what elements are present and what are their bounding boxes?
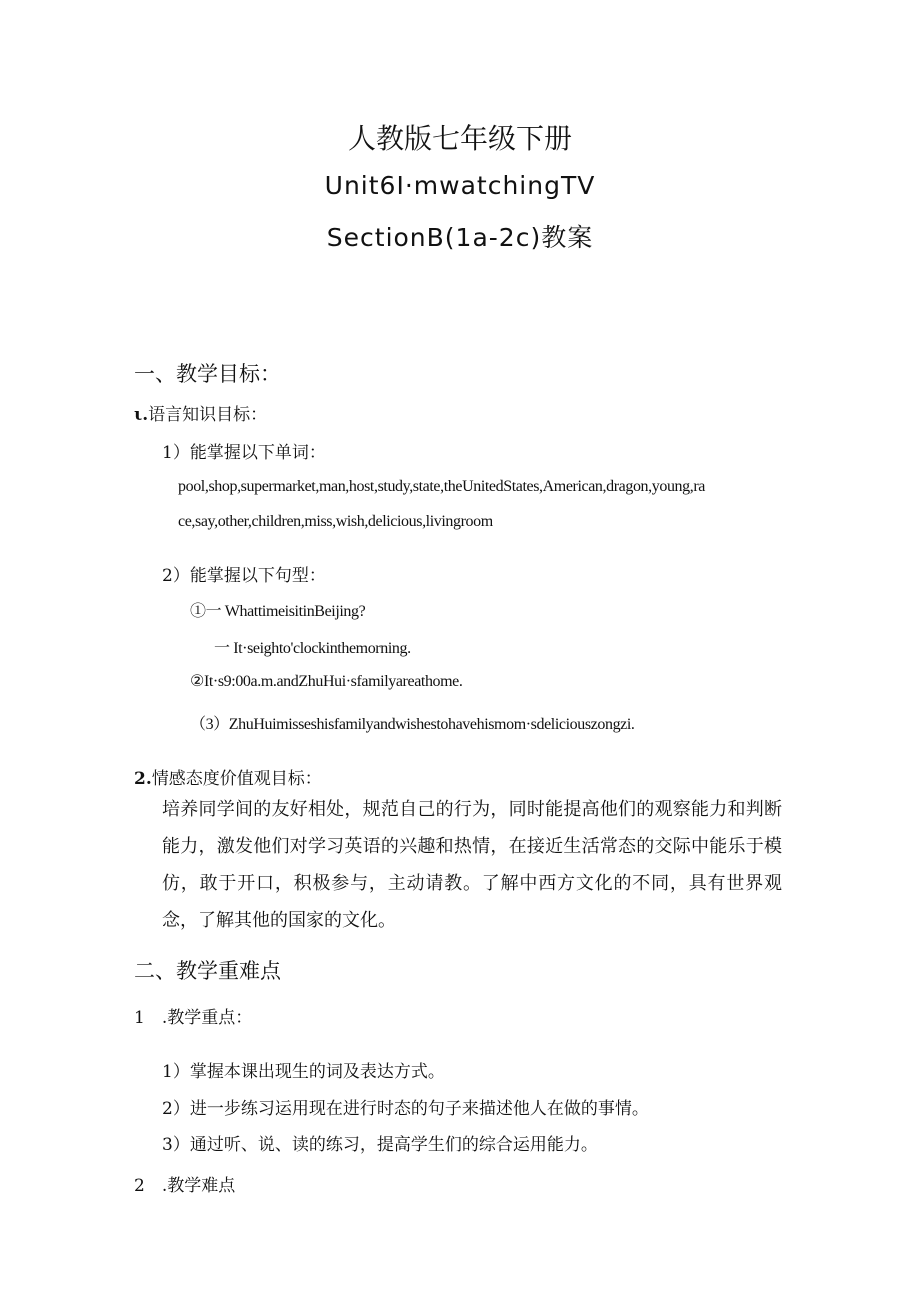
vocabulary-line-2: ce,say,other,children,miss,wish,delicious,livingroom [178,513,493,530]
heading-key-difficult-points: 二、教学重难点 [134,959,281,983]
doc-title: 人教版七年级下册 [347,122,572,155]
sentence-3: （3）ZhuHuimisseshisfamilyandwishestohavehismom·sdeliciouszongzi. [190,716,635,733]
sentence-2: ②It·s9:00a.m.andZhuHui·sfamilyareathome. [190,673,463,690]
marker: 2. [134,769,152,789]
heading-teaching-goals: 一、教学目标： [134,362,281,386]
sentence-1-question: ①一 WhattimeisitinBeijing? [190,603,366,620]
marker: ι. [134,405,149,425]
emotion-values-paragraph: 培养同学间的友好相处，规范自己的行为，同时能提高他们的观察能力和判断能力，激发他们对学习英语的兴趣和热情，在接近生活常态的交际中能乐于模仿，敢于开口，积极参与，主动请教。了解中西方文化的不同，具有世界观念，了解其他的国家的文化。 [162,799,782,931]
section-title: SectionB(1a-2c)教案 [326,223,594,252]
subheading-key-points: 1 .教学重点： [134,1008,253,1028]
label: 语言知识目标： [148,405,268,425]
sentence-1-answer: 一 It·seighto'clockinthemorning. [214,640,411,657]
subheading-difficult-points: 2 .教学难点 [134,1176,236,1196]
label: 情感态度价值观目标： [151,769,322,789]
subheading-language-knowledge [134,400,267,425]
vocabulary-line-1: pool,shop,supermarket,man,host,study,state,theUnitedStates,American,dragon,young,ra [178,478,705,495]
item-sentences-label: 2）能掌握以下句型： [162,566,326,586]
item-vocabulary-label: 1）能掌握以下单词： [162,443,326,463]
key-point-item: 3）通过听、说、读的练习，提高学生们的综合运用能力。 [162,1135,598,1155]
key-point-item: 1）掌握本课出现生的词及表达方式。 [162,1062,445,1082]
key-point-item: 2）进一步练习运用现在进行时态的句子来描述他人在做的事情。 [162,1099,649,1119]
subheading-emotion-values [134,764,322,789]
unit-title: Unit6I·mwatchingTV [324,171,596,200]
